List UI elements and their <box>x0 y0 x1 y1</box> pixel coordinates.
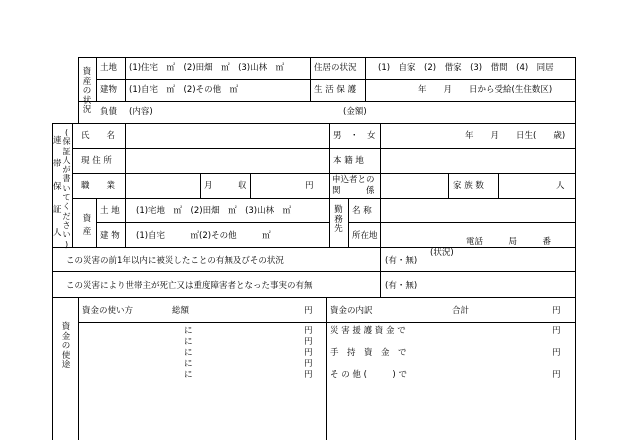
debt-amount-field[interactable]: (金額) <box>343 107 367 117</box>
guarantor-assets-label-text <box>80 213 94 239</box>
workplace-address-label: 所在地 <box>352 231 378 241</box>
column-line <box>200 173 201 198</box>
vertical-char: 保 <box>53 182 62 192</box>
funds-section-label <box>58 323 74 371</box>
vertical-char: 資 <box>61 322 71 332</box>
column-line <box>78 297 79 440</box>
gender-select[interactable]: 男 ・ 女 <box>333 131 376 141</box>
vertical-char: が <box>62 165 71 175</box>
relation-label: 申込者との関 係 <box>332 175 375 196</box>
vertical-char: 状 <box>82 95 92 106</box>
income-label: 月 収 <box>204 181 247 191</box>
vertical-char: 先 <box>334 224 343 234</box>
vertical-char: 証 <box>62 146 71 156</box>
vertical-char: 保 <box>62 137 71 147</box>
vertical-char: の <box>61 341 71 351</box>
column-line <box>125 57 126 101</box>
column-line <box>348 198 349 247</box>
column-line <box>250 173 251 198</box>
guarantor-assets-label <box>80 213 94 239</box>
column-line <box>72 123 73 247</box>
usage-row-suffix: に <box>184 370 193 380</box>
death-disability-question: この災害により世帯主が死亡又は重度障害者となった事実の有無 <box>66 281 313 291</box>
column-line <box>380 247 381 297</box>
column-line <box>78 57 79 123</box>
usage-row-yen: 円 <box>304 337 313 347</box>
row-line <box>52 271 575 272</box>
usage-row-suffix: に <box>184 326 193 336</box>
housing-label: 住居の状況 <box>314 63 357 73</box>
workplace-label <box>331 206 346 235</box>
usage-row-suffix: に <box>184 337 193 347</box>
debt-label: 負債 <box>100 107 118 117</box>
prior-disaster-answer[interactable]: (有・無) <box>385 256 418 266</box>
workplace-name-label: 名 称 <box>352 206 372 216</box>
vertical-char: だ <box>62 211 71 221</box>
total-yen: 円 <box>304 306 313 316</box>
domicile-label: 本 籍 地 <box>333 156 364 166</box>
land-label: 土地 <box>100 63 118 73</box>
usage-row-yen: 円 <box>304 348 313 358</box>
vertical-char: く <box>62 202 71 212</box>
death-disability-answer[interactable]: (有・無) <box>385 281 418 291</box>
usage-row-yen: 円 <box>304 326 313 336</box>
phone-field[interactable]: 電話 局 番 <box>466 237 552 247</box>
guarantor-name-label: 氏 名 <box>81 131 116 141</box>
vertical-char: 人 <box>62 155 71 165</box>
usage-header: 資金の使い方 <box>82 306 134 316</box>
vertical-char: 勤 <box>334 205 343 215</box>
total-label: 総額 <box>172 306 190 316</box>
workplace-label-text <box>331 206 346 235</box>
guarantor-building-field[interactable]: (1)自宅 ㎡(2)その他 ㎡ <box>136 231 271 241</box>
row-line <box>72 198 575 199</box>
column-line <box>326 297 327 440</box>
housing-options[interactable]: (1) 自家 (2) 借家 (3) 借間 (4) 同居 <box>378 63 554 73</box>
vertical-char: 資 <box>82 214 92 224</box>
vertical-char: 証 <box>53 205 62 215</box>
vertical-char: 書 <box>62 174 71 184</box>
assets-section-label <box>80 68 94 116</box>
disaster-aid-fund-label: 災 害 援 護 資 金 で <box>330 326 406 336</box>
disaster-aid-fund-yen: 円 <box>552 326 561 336</box>
vertical-char: 帯 <box>53 159 62 169</box>
vertical-char: 途 <box>61 360 71 370</box>
row-line <box>348 222 575 223</box>
usage-row-yen: 円 <box>304 359 313 369</box>
vertical-char: ( <box>64 128 69 137</box>
vertical-char: 金 <box>61 331 71 342</box>
vertical-char: の <box>82 86 92 96</box>
job-label: 職 業 <box>81 181 116 191</box>
welfare-field[interactable]: 年 月 日から受給(生住数区) <box>418 85 553 95</box>
row-line <box>52 297 575 298</box>
guarantor-section-note <box>62 128 71 249</box>
vertical-char: い <box>62 230 71 240</box>
row-line <box>52 123 575 124</box>
prior-disaster-status[interactable]: (状況) <box>430 248 454 258</box>
vertical-char: ) <box>64 239 69 249</box>
vertical-char: 資 <box>82 67 92 77</box>
column-line <box>96 198 97 247</box>
vertical-char: 務 <box>334 214 343 225</box>
vertical-char: 連 <box>53 136 62 146</box>
sum-label: 合計 <box>452 306 470 316</box>
assets-section-label-text <box>80 68 94 116</box>
vertical-char: さ <box>62 220 71 230</box>
vertical-char: 況 <box>82 105 92 115</box>
sum-yen: 円 <box>552 306 561 316</box>
building-area-field[interactable]: (1)自宅 ㎡ (2)その他 ㎡ <box>129 85 239 95</box>
row-line <box>52 247 575 248</box>
income-unit: 円 <box>305 181 314 191</box>
land-area-field[interactable]: (1)住宅 ㎡ (2)田畑 ㎡ (3)山林 ㎡ <box>129 63 285 73</box>
column-line <box>498 173 499 198</box>
column-line <box>329 123 330 247</box>
usage-row-yen: 円 <box>304 370 313 380</box>
debt-content-field[interactable]: (内容) <box>129 107 153 117</box>
other-fund-label: そ の 他 ( ) で <box>330 370 407 380</box>
guarantor-section-note-text <box>62 128 71 249</box>
row-line <box>72 148 575 149</box>
vertical-char: 使 <box>61 350 71 361</box>
vertical-char: 人 <box>53 228 62 238</box>
row-line <box>78 101 575 102</box>
column-line <box>365 57 366 101</box>
column-line <box>96 57 97 101</box>
guarantor-land-field[interactable]: (1)宅地 ㎡ (2)田畑 ㎡ (3)山林 ㎡ <box>136 206 292 216</box>
vertical-char: 産 <box>82 227 92 237</box>
guarantor-land-label: 土 地 <box>100 206 120 216</box>
guarantor-section-label <box>53 130 61 245</box>
row-line <box>78 57 575 58</box>
breakdown-header: 資金の内訳 <box>330 306 373 316</box>
birth-date-field[interactable]: 年 月 日生( 歳) <box>465 131 566 141</box>
guarantor-address-label: 現 住 所 <box>81 156 112 166</box>
family-count-label: 家 族 数 <box>453 181 484 191</box>
usage-row-suffix: に <box>184 359 193 369</box>
prior-disaster-question: この災害の前1年以内に被災したことの有無及びその状況 <box>66 256 284 266</box>
guarantor-building-label: 建 物 <box>100 231 120 241</box>
family-count-unit: 人 <box>556 181 565 191</box>
funds-section-label-text <box>58 323 74 371</box>
vertical-char: て <box>62 193 71 203</box>
column-line <box>575 57 576 440</box>
own-fund-label: 手 持 資 金 で <box>330 348 407 358</box>
row-line <box>72 173 575 174</box>
vertical-char: 産 <box>82 76 92 87</box>
own-fund-yen: 円 <box>552 348 561 358</box>
usage-row-suffix: に <box>184 348 193 358</box>
column-line <box>380 123 381 247</box>
building-label: 建物 <box>100 85 118 95</box>
column-line <box>448 173 449 198</box>
vertical-char: い <box>62 183 71 193</box>
other-fund-yen: 円 <box>552 370 561 380</box>
row-line <box>96 222 329 223</box>
column-line <box>310 57 311 101</box>
column-line <box>125 123 126 247</box>
welfare-label: 生 活 保 護 <box>314 85 357 95</box>
row-line <box>96 79 575 80</box>
guarantor-section-label-text <box>53 130 61 245</box>
